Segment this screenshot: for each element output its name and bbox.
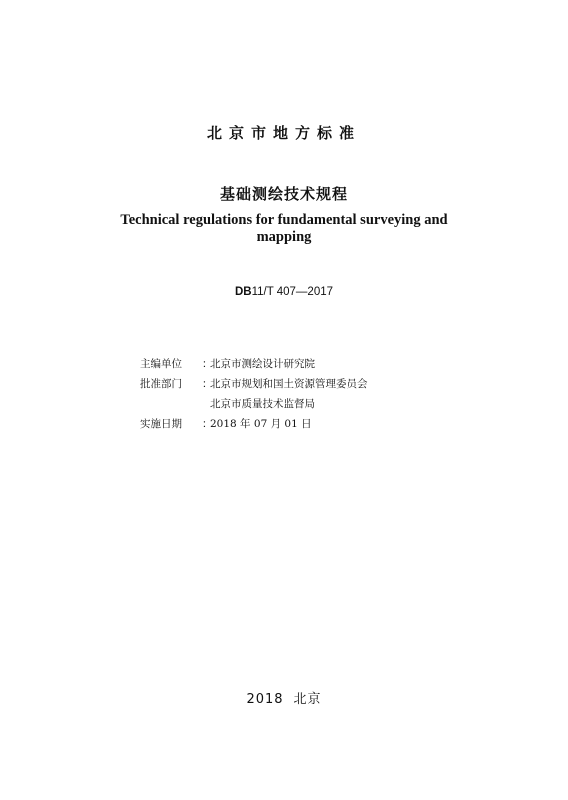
- title-chinese: 基础测绘技术规程: [219, 185, 348, 203]
- date-colon: ：: [202, 418, 213, 430]
- editor-value: 北京市测绘设计研究院: [210, 358, 315, 370]
- footer-city: 北京: [293, 692, 322, 707]
- standard-code-prefix: DB: [234, 286, 252, 298]
- standard-type-heading: 北京市地方标准: [206, 124, 361, 142]
- editor-colon: ：: [202, 358, 213, 370]
- date-label: 实施日期: [140, 418, 182, 430]
- standard-code-number: 11/T 407—2017: [251, 286, 334, 298]
- footer-year: 2018: [246, 692, 284, 707]
- approver-value-1: 北京市规划和国土资源管理委员会: [210, 378, 368, 390]
- approver-value-2: 北京市质量技术监督局: [210, 398, 315, 410]
- editor-label: 主编单位: [140, 358, 182, 370]
- footer: [0, 688, 568, 707]
- info-block: [140, 354, 368, 434]
- info-row-date: [140, 414, 368, 434]
- info-row-approver: [140, 374, 368, 394]
- approver-label: 批准部门: [140, 378, 182, 390]
- info-row-editor: [140, 354, 368, 374]
- title-english: Technical regulations for fundamental surveying and mapping: [120, 212, 448, 245]
- approver-colon: ：: [202, 378, 213, 390]
- standard-code: [0, 286, 568, 298]
- date-value: 2018 年 07 月 01 日: [210, 418, 312, 430]
- info-row-approver-2: [140, 394, 368, 414]
